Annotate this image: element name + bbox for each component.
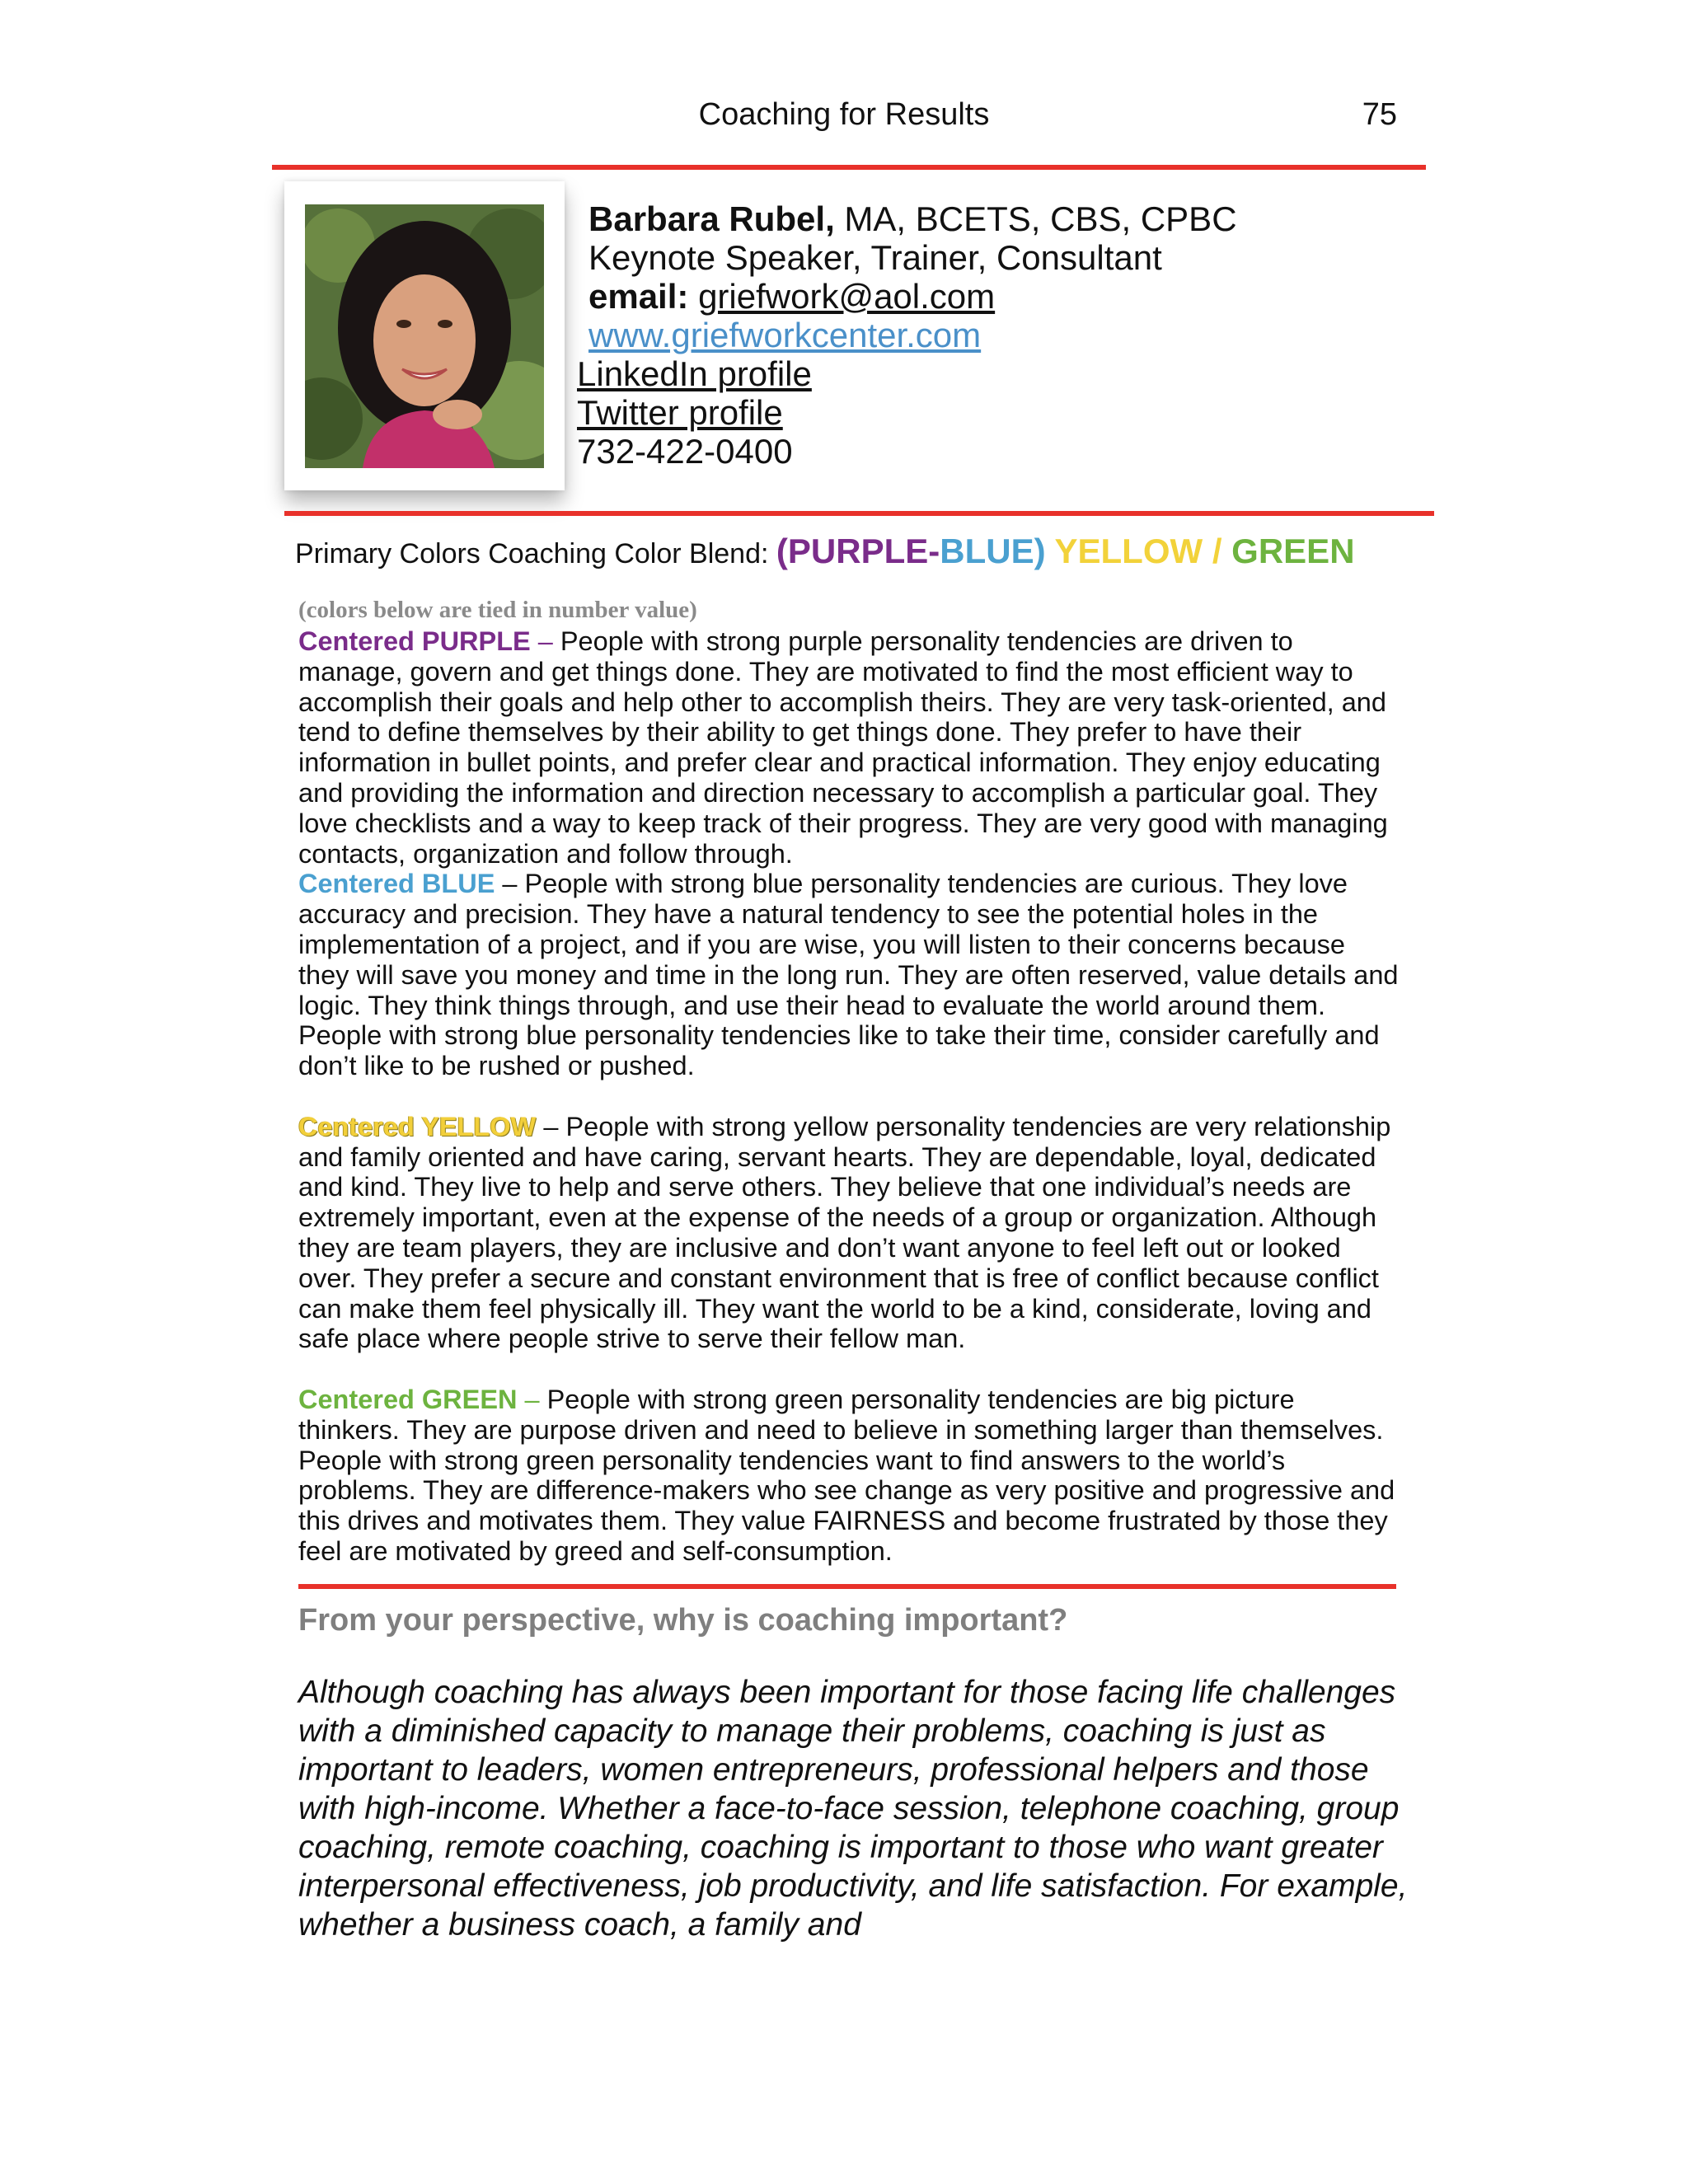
phone-number: 732-422-0400 bbox=[577, 432, 793, 471]
portrait-illustration bbox=[305, 204, 544, 468]
blend-slash: / bbox=[1203, 532, 1232, 570]
author-credentials: MA, BCETS, CBS, CPBC bbox=[834, 199, 1237, 238]
website-link[interactable]: www.griefworkcenter.com bbox=[588, 316, 982, 354]
blue-section bbox=[298, 869, 1403, 1081]
yellow-label: Centered YELLOW bbox=[298, 1111, 537, 1141]
contact-block bbox=[577, 199, 1237, 471]
email-label: email: bbox=[588, 277, 689, 316]
green-label: Centered GREEN bbox=[298, 1384, 518, 1414]
blue-text: People with strong blue personality tendencies are curious. They love accuracy and precision. They have a natural tendency to see the potential holes in the implementation of a project, and if you are wise, you will listen to their concerns because they will save you money and time in the long run. They are often reserved, value details and logic. They think things through, and use their head to evaluate the world around them. People with strong blue personality tendencies like to take their time, consider carefully and don’t like to be rushed or pushed. bbox=[298, 869, 1399, 1081]
page-number: 75 bbox=[1362, 97, 1397, 132]
profile-photo bbox=[305, 204, 544, 468]
author-role: Keynote Speaker, Trainer, Consultant bbox=[588, 238, 1162, 277]
green-dash: – bbox=[517, 1384, 547, 1414]
twitter-link[interactable]: Twitter profile bbox=[577, 393, 783, 432]
purple-text: People with strong purple personality tendencies are driven to manage, govern and get things done. They are motivated to find the most efficient way to accomplish their goals and help other to accomplish theirs. They are very task-oriented, and tend to define themselves by their ability to get things done. They prefer to have their information in bullet points, and prefer clear and practical information. They enjoy educating and providing the information and direction necessary to accomplish a particular goal. They love checklists and a way to keep track of their progress. They are very good with managing contacts, organization and follow through. bbox=[298, 626, 1388, 869]
blend-purple: (PURPLE bbox=[776, 532, 929, 570]
yellow-section bbox=[298, 1112, 1403, 1354]
blue-label: Centered BLUE bbox=[298, 869, 495, 899]
color-blend-label: Primary Colors Coaching Color Blend: bbox=[295, 538, 776, 569]
interview-question: From your perspective, why is coaching important? bbox=[298, 1603, 1068, 1638]
purple-section bbox=[298, 626, 1403, 869]
interview-answer: Although coaching has always been important for those facing life challenges with a diminished capacity to manage their problems, coaching is just as important to leaders, women entrepreneurs, professional helpers and those with high-income. Whether a face-to-face session, telephone coaching, group coaching, remote coaching, coaching is important to those who want greater interpersonal effectiveness, job productivity, and life satisfaction. For example, whether a business coach, a family and bbox=[298, 1675, 1408, 1943]
blend-hyphen: - bbox=[928, 532, 940, 570]
blue-dash: – bbox=[495, 869, 525, 899]
email-link[interactable]: griefwork@aol.com bbox=[698, 277, 996, 316]
green-section bbox=[298, 1385, 1403, 1567]
color-descriptions bbox=[298, 626, 1403, 1567]
color-blend-line bbox=[295, 532, 1355, 571]
email-line bbox=[577, 277, 1237, 316]
author-name: Barbara Rubel, bbox=[588, 199, 835, 238]
running-header-title: Coaching for Results bbox=[698, 97, 990, 132]
purple-label: Centered PURPLE bbox=[298, 626, 531, 656]
blend-green: GREEN bbox=[1231, 532, 1355, 570]
blend-blue: BLUE) bbox=[940, 532, 1046, 570]
blend-yellow: YELLOW bbox=[1045, 532, 1203, 570]
tie-note: (colors below are tied in number value) bbox=[298, 597, 697, 623]
yellow-text: People with strong yellow personality tendencies are very relationship and family oriented and have caring, servant hearts. They are dependable, loyal, dedicated and kind. They live to help and serve others. They believe that one individual’s needs are extremely important, even at the expense of the needs of a group or organization. Although they are team players, they are inclusive and don’t want anyone to feel left out or looked over. They prefer a secure and constant environment that is free of conflict because conflict can make them feel physically ill. They want the world to be a kind, considerate, loving and safe place where people strive to serve their fellow man. bbox=[298, 1111, 1391, 1354]
section-divider bbox=[298, 1584, 1396, 1589]
profile-photo-frame bbox=[284, 181, 565, 490]
yellow-dash: – bbox=[536, 1111, 566, 1141]
purple-dash: – bbox=[530, 626, 560, 656]
header-divider bbox=[272, 165, 1426, 170]
name-line bbox=[577, 199, 1237, 238]
linkedin-link[interactable]: LinkedIn profile bbox=[577, 354, 812, 393]
profile-divider bbox=[284, 511, 1434, 516]
green-text: People with strong green personality tendencies are big picture thinkers. They are purpose driven and need to believe in something larger than themselves. People with strong green personality tendencies want to find answers to the world’s problems. They are difference-makers who see change as very positive and progressive and this drives and motivates them. They value FAIRNESS and become frustrated by those they feel are motivated by greed and self-consumption. bbox=[298, 1384, 1395, 1566]
